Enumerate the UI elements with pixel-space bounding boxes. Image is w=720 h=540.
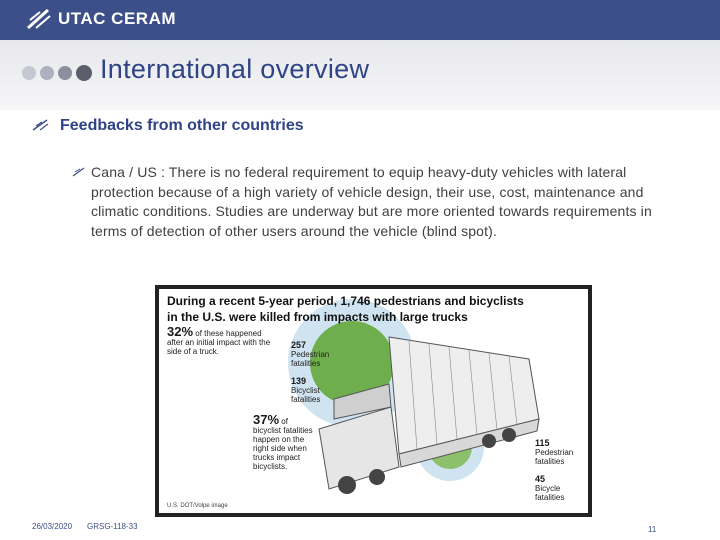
page-number: 11	[648, 525, 657, 534]
bullet-1: Feedbacks from other countries	[60, 117, 304, 134]
stat-45: 45 Bicycle fatalities	[535, 474, 565, 502]
stat-115: 115 Pedestrian fatalities	[535, 438, 574, 466]
slide-title: International overview	[100, 54, 370, 84]
stat-257: 257 Pedestrian fatalities	[291, 340, 330, 368]
logo-text: UTAC CERAM	[58, 9, 177, 28]
sub-bullet-arrow-icon	[72, 166, 86, 177]
stat-139: 139 Bicyclist fatalities	[291, 376, 321, 404]
image-credit: U.S. DOT/Volpe image	[167, 503, 228, 509]
truck-infographic	[155, 285, 592, 517]
title-dots-icon	[20, 62, 100, 84]
footer-reference: GRSG-118-33	[87, 522, 138, 531]
figure-headline: During a recent 5-year period, 1,746 pedestrians and bicyclists in the U.S. were killed from impacts with large trucks	[167, 294, 524, 324]
bullet-arrow-icon	[32, 118, 50, 132]
stat-32-percent: 32% of these happened after an initial impact with the side of a truck.	[167, 324, 271, 356]
header-bar	[0, 0, 720, 40]
logo	[26, 8, 176, 30]
footer-date: 26/03/2020	[32, 522, 73, 531]
stat-37-percent: 37% of bicyclist fatalities happen on the right side when trucks impact bicyclists.	[253, 412, 313, 471]
bullet-2: Cana / US : There is no federal requirement to equip heavy-duty vehicles with lateral protection because of a high variety of vehicle design, their use, cost, maintenance and climatic conditions. Studies are underway but are more oriented towards requirements in terms of detection of other users around the vehicle (blind spot).	[91, 164, 652, 239]
utac-logo-icon	[26, 8, 52, 30]
